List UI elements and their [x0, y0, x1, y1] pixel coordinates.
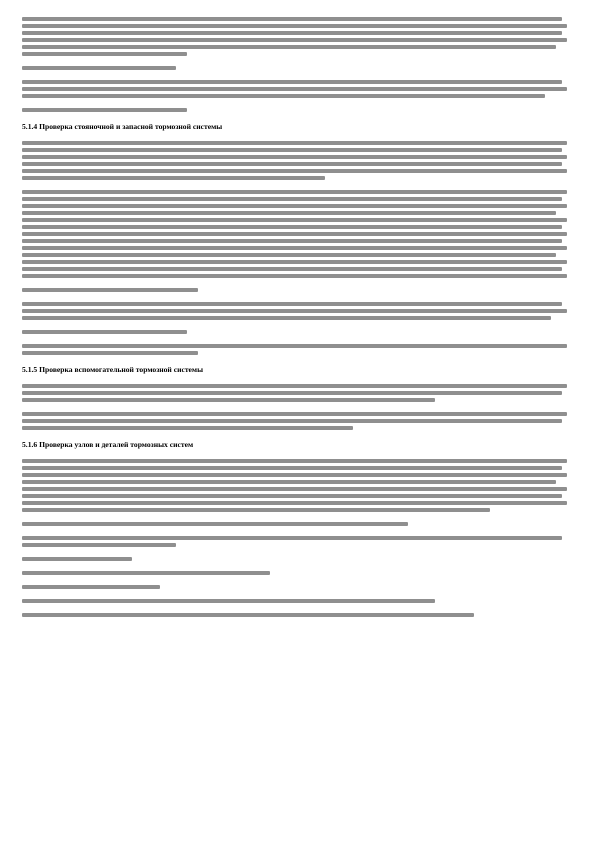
list-item [22, 613, 573, 617]
text-line [22, 309, 567, 313]
text-line [22, 148, 562, 152]
list-item [22, 571, 573, 575]
text-line [22, 391, 562, 395]
text-line [22, 330, 187, 334]
document-page [22, 14, 573, 627]
text-line [22, 288, 198, 292]
text-line [22, 412, 567, 416]
paragraph [22, 302, 573, 320]
text-line [22, 384, 567, 388]
text-line [22, 169, 567, 173]
text-line [22, 232, 567, 236]
paragraph [22, 412, 573, 430]
list-item [22, 557, 573, 561]
text-line [22, 501, 567, 505]
text-line [22, 190, 567, 194]
text-line [22, 599, 435, 603]
paragraph [22, 344, 573, 355]
text-line [22, 66, 176, 70]
text-line [22, 344, 567, 348]
text-line [22, 24, 567, 28]
text-line [22, 31, 562, 35]
text-line [22, 487, 567, 491]
text-line [22, 508, 490, 512]
paragraph [22, 288, 573, 292]
text-line [22, 494, 562, 498]
text-line [22, 522, 408, 526]
paragraph [22, 108, 573, 112]
text-line [22, 419, 562, 423]
paragraph [22, 384, 573, 402]
list-item [22, 599, 573, 603]
text-line [22, 162, 562, 166]
text-line [22, 176, 325, 180]
paragraph [22, 141, 573, 180]
paragraph [22, 17, 573, 56]
section-heading: 5.1.5 Проверка вспомогательной тормозной системы [22, 365, 204, 374]
text-line [22, 253, 556, 257]
text-line [22, 571, 270, 575]
text-line [22, 302, 562, 306]
text-line [22, 398, 435, 402]
text-line [22, 87, 567, 91]
text-line [22, 543, 176, 547]
text-line [22, 197, 562, 201]
text-line [22, 94, 545, 98]
text-line [22, 108, 187, 112]
text-line [22, 426, 353, 430]
text-line [22, 351, 198, 355]
section-heading: 5.1.4 Проверка стояночной и запасной тормозной системы [22, 122, 223, 131]
text-line [22, 613, 474, 617]
text-line [22, 536, 562, 540]
text-line [22, 480, 556, 484]
paragraph [22, 190, 573, 278]
text-line [22, 473, 567, 477]
list-item [22, 585, 573, 589]
text-line [22, 585, 160, 589]
text-line [22, 17, 562, 21]
text-line [22, 52, 187, 56]
paragraph [22, 66, 573, 70]
text-line [22, 80, 562, 84]
list-item [22, 536, 573, 547]
text-line [22, 274, 567, 278]
text-line [22, 267, 562, 271]
list-item [22, 522, 573, 526]
text-line [22, 204, 567, 208]
paragraph [22, 459, 573, 512]
text-line [22, 466, 562, 470]
text-line [22, 260, 567, 264]
section-heading: 5.1.6 Проверка узлов и деталей тормозных систем [22, 440, 194, 449]
paragraph [22, 330, 573, 334]
text-line [22, 557, 132, 561]
text-line [22, 459, 567, 463]
text-line [22, 225, 562, 229]
text-line [22, 211, 556, 215]
text-line [22, 218, 567, 222]
text-line [22, 45, 556, 49]
text-line [22, 141, 567, 145]
text-line [22, 155, 567, 159]
text-line [22, 38, 567, 42]
text-line [22, 316, 551, 320]
text-line [22, 239, 562, 243]
text-line [22, 246, 567, 250]
paragraph [22, 80, 573, 98]
